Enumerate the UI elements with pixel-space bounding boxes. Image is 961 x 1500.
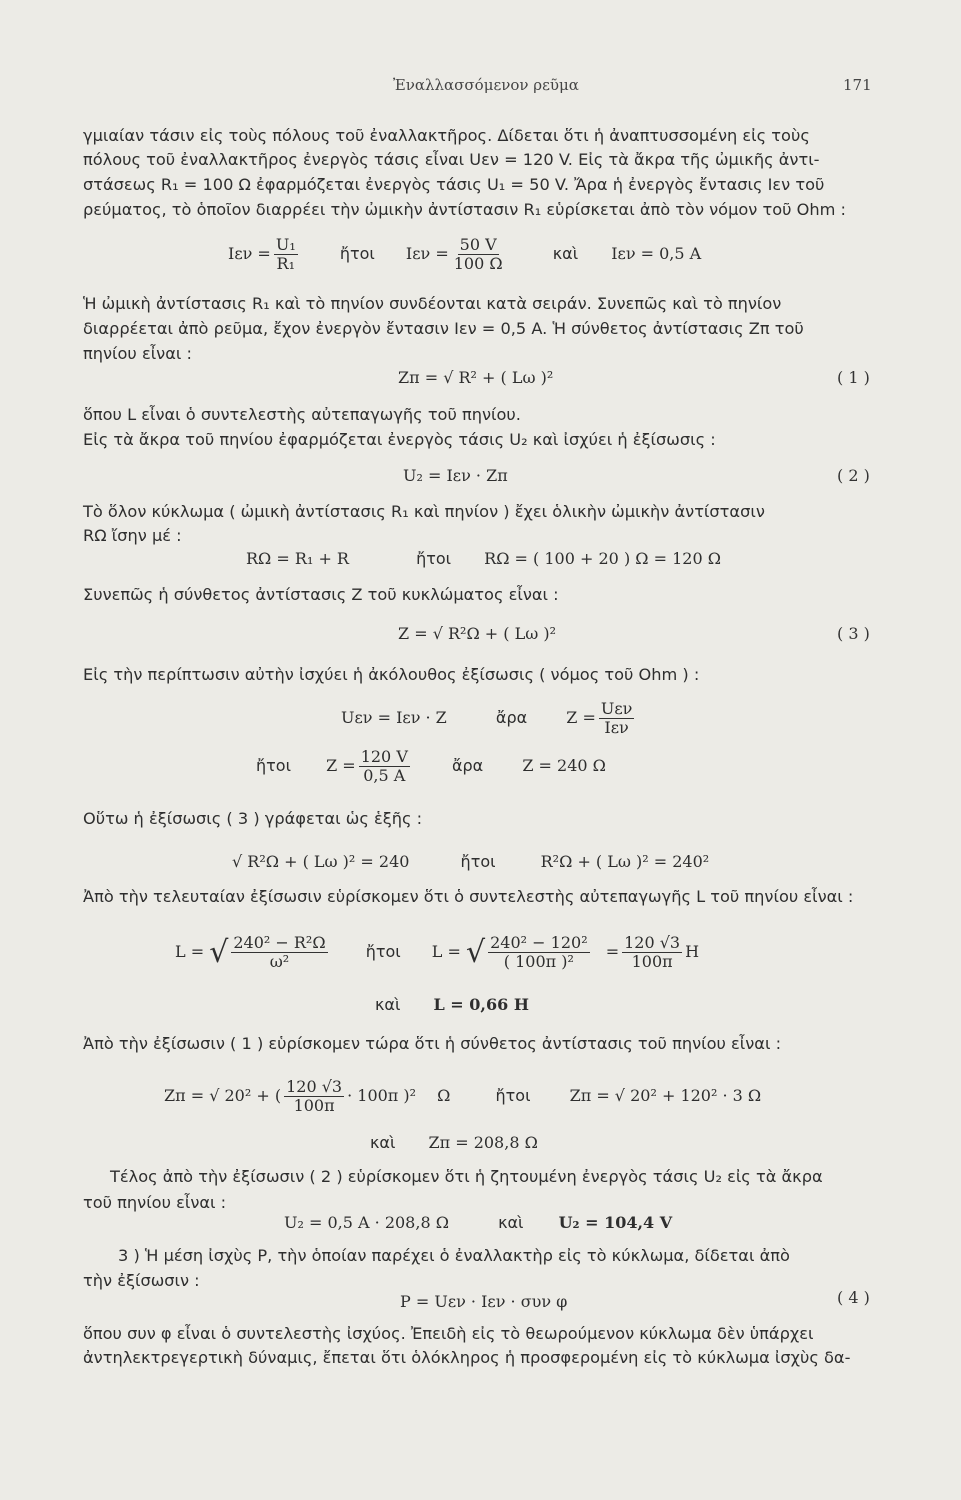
equation-number: ( 2 ) [837, 466, 870, 485]
running-header: Ἐναλλασσόμενον ρεῦμα [393, 76, 579, 94]
equation-1: Zπ = √ R² + ( Lω )² [398, 368, 554, 387]
text-line: ἀντηλεκτρεγερτικὴ δύναμις, ἔπεται ὅτι ὁλόκληρος ἡ προσφερομένη εἰς τὸ κύκλωμα ἰσχὺς δα- [83, 1348, 851, 1367]
text-line: 3 ) Ἡ μέση ἰσχὺς P, τὴν ὁποίαν παρέχει ὁ ἐναλλακτὴρ εἰς τὸ κύκλωμα, δίδεται ἀπὸ [118, 1246, 790, 1265]
equation-number: ( 4 ) [837, 1288, 870, 1307]
equation-z-value: ἤτοι Z = $\frac{120 V}{0,5 A}$ ἄρα Z = 240 Ω [256, 747, 606, 785]
equation-z-ohm: Uεν = Iεν · Z ἄρα Z = $\frac{\text{Uεν}}{\text{Iεν}}$ [341, 699, 633, 737]
text-line: Συνεπῶς ἡ σύνθετος ἀντίστασις Z τοῦ κυκλώματος εἶναι : [83, 585, 559, 604]
text-line: Οὕτω ἡ ἐξίσωσις ( 3 ) γράφεται ὡς ἑξῆς : [83, 809, 423, 828]
equation-zp: Zπ = √ 20² + ( $\frac{120 √3}{100\pi}$ · 100π )² Ω ἤτοι Zπ = √ 20² + 120² · 3 Ω [164, 1077, 762, 1115]
text-line: Εἰς τὴν περίπτωσιν αὐτὴν ἰσχύει ἡ ἀκόλουθος ἐξίσωσις ( νόμος τοῦ Ohm ) : [83, 665, 700, 684]
equation-2: U₂ = Iεν · Zπ [403, 466, 508, 485]
text-line: Τέλος ἀπὸ τὴν ἐξίσωσιν ( 2 ) εὑρίσκομεν ὅτι ἡ ζητουμένη ἐνεργὸς τάσις U₂ εἰς τὰ ἄκρα [110, 1167, 823, 1186]
text-line: Ἀπὸ τὴν ἐξίσωσιν ( 1 ) εὑρίσκομεν τώρα ὅτι ἡ σύνθετος ἀντίστασις τοῦ πηνίου εἶναι : [83, 1034, 782, 1053]
text-line: Τὸ ὅλον κύκλωμα ( ὠμικὴ ἀντίστασις R₁ καὶ πηνίον ) ἔχει ὁλικὴν ὠμικὴν ἀντίστασιν [83, 502, 765, 521]
equation-ohm: Iεν = $\frac{\text{U₁}}{\text{R₁}}$ ἤτοι Iεν = $\frac{50 V}{100 \Omega}$ καὶ Iεν = 0,5 A [228, 235, 702, 273]
equation-3: Z = √ R²Ω + ( Lω )² [398, 624, 557, 643]
text-line: ὅπου L εἶναι ὁ συντελεστὴς αὐτεπαγωγῆς τοῦ πηνίου. [83, 405, 521, 424]
equation-inductance: L = √ $\frac{\text{240² − R²Ω}}{\text{ω²}}$ ἤτοι L = √ $\frac{\text{240² − 120²}}{\text{( 100π )²}}$ = $\frac{120 √3}{100\pi}$ H [175, 933, 700, 971]
text-line: τὴν ἐξίσωσιν : [83, 1271, 200, 1290]
text-line: ὅπου συν φ εἶναι ὁ συντελεστὴς ἰσχύος. Ἐπειδὴ εἰς τὸ θεωρούμενον κύκλωμα δὲν ὑπάρχει [83, 1324, 814, 1343]
text-line: γμιαίαν τάσιν εἰς τοὺς πόλους τοῦ ἐναλλακτῆρος. Δίδεται ὅτι ἡ ἀναπτυσσομένη εἰς τοὺς [83, 126, 810, 145]
equation-resistance: RΩ = R₁ + R ἤτοι RΩ = ( 100 + 20 ) Ω = 120 Ω [246, 549, 721, 568]
text-line: τοῦ πηνίου εἶναι : [83, 1193, 227, 1212]
equation-number: ( 3 ) [837, 624, 870, 643]
equation-l-result: καὶ L = 0,66 H [375, 995, 529, 1014]
text-line: ρεύματος, τὸ ὁποῖον διαρρέει τὴν ὠμικὴν ἀντίστασιν R₁ εὑρίσκεται ἀπὸ τὸν νόμον τοῦ Ohm : [83, 200, 847, 219]
equation-u2: U₂ = 0,5 A · 208,8 Ω καὶ U₂ = 104,4 V [284, 1213, 673, 1232]
text-line: Ἡ ὠμικὴ ἀντίστασις R₁ καὶ τὸ πηνίον συνδέονται κατὰ σειράν. Συνεπῶς καὶ τὸ πηνίον [83, 294, 782, 313]
equation-zp-result: καὶ Zπ = 208,8 Ω [370, 1133, 538, 1152]
equation-sqrt: √ R²Ω + ( Lω )² = 240 ἤτοι R²Ω + ( Lω )² = 240² [232, 852, 710, 871]
text-line: διαρρέεται ἀπὸ ρεῦμα, ἔχον ἐνεργὸν ἔντασιν Iεν = 0,5 A. Ἡ σύνθετος ἀντίστασις Zπ τοῦ [83, 319, 804, 338]
text-line: Ἀπὸ τὴν τελευταίαν ἐξίσωσιν εὑρίσκομεν ὅτι ὁ συντελεστὴς αὐτεπαγωγῆς L τοῦ πηνίου εἶναι : [83, 887, 854, 906]
text-line: Εἰς τὰ ἄκρα τοῦ πηνίου ἐφαρμόζεται ἐνεργὸς τάσις U₂ καὶ ἰσχύει ἡ ἐξίσωσις : [83, 430, 716, 449]
text-line: πόλους τοῦ ἐναλλακτῆρος ἐνεργὸς τάσις εἶναι Uεν = 120 V. Εἰς τὰ ἄκρα τῆς ὠμικῆς ἀντι- [83, 150, 820, 169]
text-line: στάσεως R₁ = 100 Ω ἐφαρμόζεται ἐνεργὸς τάσις U₁ = 50 V. Ἄρα ἡ ἐνεργὸς ἔντασις Iεν τοῦ [83, 175, 825, 194]
equation-4: P = Uεν · Iεν · συν φ [400, 1292, 568, 1311]
text-line: RΩ ἴσην μέ : [83, 526, 182, 545]
equation-number: ( 1 ) [837, 368, 870, 387]
page-number: 171 [843, 76, 872, 94]
text-line: πηνίου εἶναι : [83, 344, 192, 363]
